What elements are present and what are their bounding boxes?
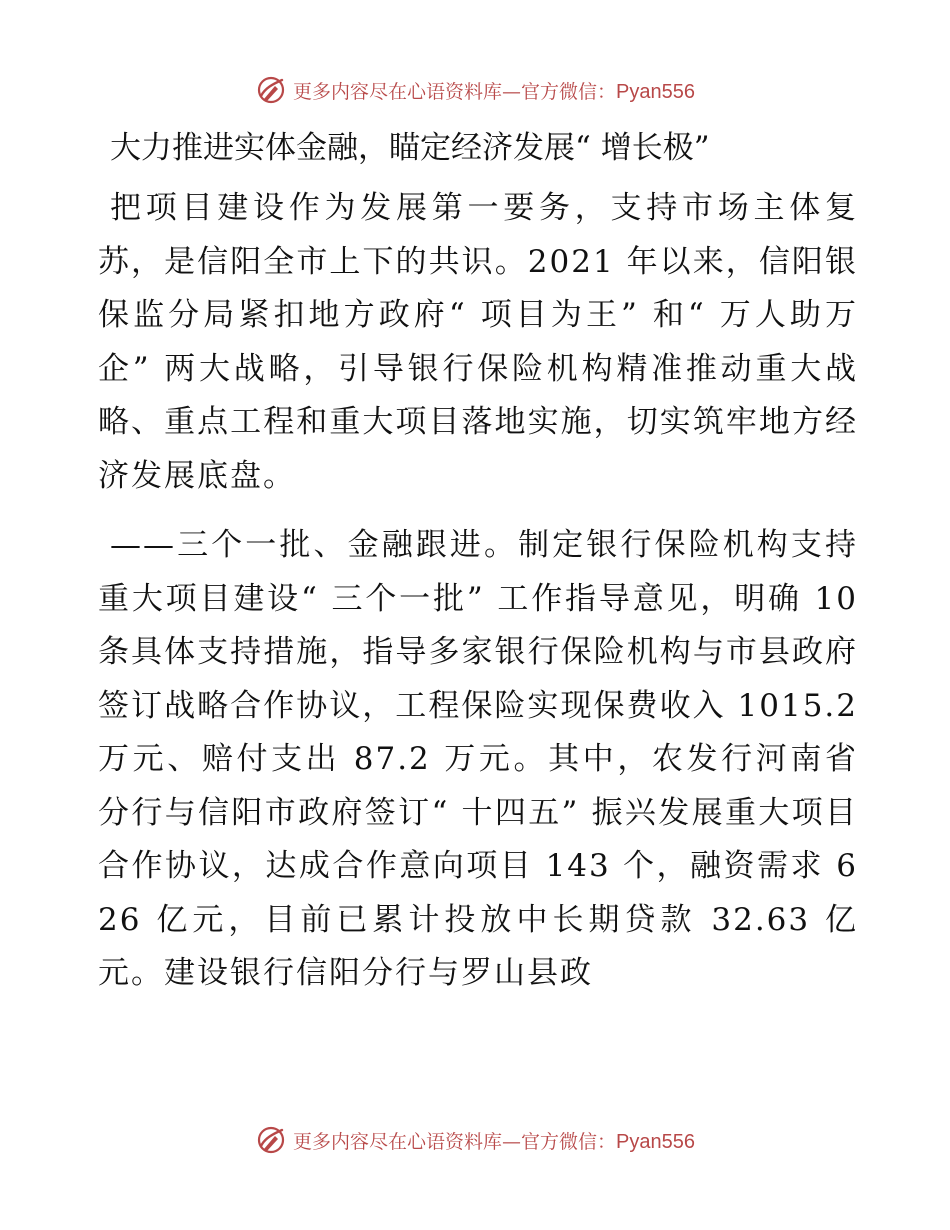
pen-logo-icon (255, 1124, 287, 1156)
watermark-separator: — (502, 1130, 522, 1153)
watermark-official: 官方微信： (521, 1130, 617, 1153)
watermark-official: 官方微信： (521, 80, 617, 103)
watermark-separator: — (502, 80, 522, 103)
document-body (98, 122, 858, 1017)
watermark-account: Pyan556 (616, 80, 695, 103)
watermark-text: 更多内容尽在心语资料库 (293, 1130, 503, 1153)
watermark-header (0, 74, 950, 106)
watermark-text: 更多内容尽在心语资料库 (293, 80, 503, 103)
watermark-account: Pyan556 (616, 1130, 695, 1153)
document-title: 大力推进实体金融，瞄定经济发展“ 增长极” (110, 130, 710, 166)
paragraph-1: 把项目建设作为发展第一要务，支持市场主体复苏，是信阳全市上下的共识。2021 年以来，信阳银保监分局紧扣地方政府“ 项目为王” 和“ 万人助万企” 两大战略，引导银行保险机构精准推动重大战略、重点工程和重大项目落地实施，切实筑牢地方经济发展底盘。 (98, 190, 858, 494)
paragraph-2: ——三个一批、金融跟进。制定银行保险机构支持重大项目建设“ 三个一批” 工作指导意见，明确 10 条具体支持措施，指导多家银行保险机构与市县政府签订战略合作协议，工程保险实现保费收入 1015.2 万元、赔付支出 87.2 万元。其中，农发行河南省分行与信阳市政府签订“ 十四五” 振兴发展重大项目合作协议，达成合作意向项目 143 个，融资需求 626 亿元，目前已累计投放中长期贷款 32.63 亿元。建设银行信阳分行与罗山县政 (98, 527, 858, 991)
watermark-footer (0, 1124, 950, 1156)
pen-logo-icon (255, 74, 287, 106)
